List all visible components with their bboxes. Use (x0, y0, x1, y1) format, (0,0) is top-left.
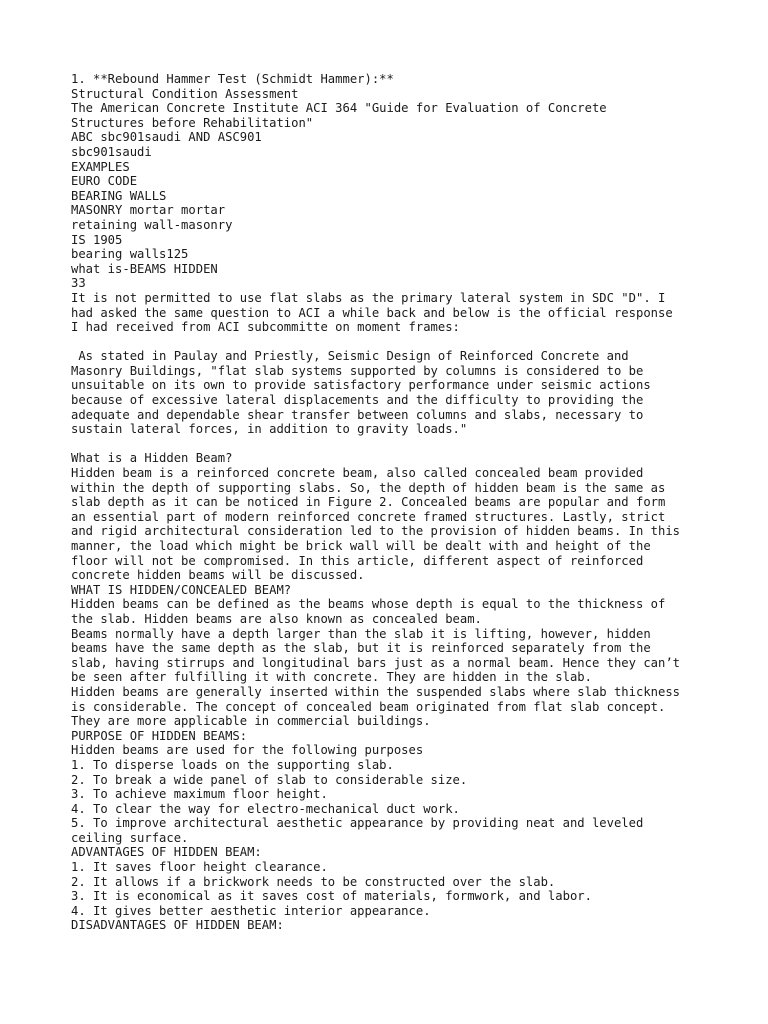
text-line: MASONRY mortar mortar (71, 203, 226, 218)
text-line: what is-BEAMS HIDDEN (71, 261, 218, 276)
text-line: 33 (71, 276, 86, 291)
text-line: Masonry Buildings, "flat slab systems supported by columns is considered to be (71, 363, 644, 378)
text-line: The American Concrete Institute ACI 364 "Guide for Evaluation of Concrete (71, 101, 607, 116)
text-line: because of excessive lateral displacements and the difficulty to providing the (71, 393, 644, 408)
text-line: EURO CODE (71, 174, 138, 189)
blank-line (71, 437, 711, 452)
text-line: As stated in Paulay and Priestly, Seismic Design of Reinforced Concrete and (71, 349, 629, 364)
text-line: 3. It is economical as it saves cost of materials, formwork, and labor. (71, 889, 592, 904)
text-line: adequate and dependable shear transfer between columns and slabs, necessary to (71, 407, 644, 422)
text-line: beams have the same depth as the slab, but it is reinforced separately from the (71, 641, 651, 656)
text-line: floor will not be compromised. In this article, different aspect of reinforced (71, 553, 644, 568)
text-line: 2. It allows if a brickwork needs to be constructed over the slab. (71, 874, 556, 889)
text-line: Hidden beams are generally inserted within the suspended slabs where slab thickness (71, 684, 681, 699)
text-line: PURPOSE OF HIDDEN BEAMS: (71, 728, 248, 743)
text-line: Structural Condition Assessment (71, 86, 299, 101)
text-line: Hidden beam is a reinforced concrete beam, also called concealed beam provided (71, 466, 644, 481)
text-line: ceiling surface. (71, 830, 189, 845)
text-line: Structures before Rehabilitation" (71, 115, 314, 130)
text-line: retaining wall-masonry (71, 217, 233, 232)
text-line: concrete hidden beams will be discussed. (71, 568, 365, 583)
text-line: Hidden beams can be defined as the beams whose depth is equal to the thickness of (71, 597, 666, 612)
text-line: BEARING WALLS (71, 188, 167, 203)
text-line: ABC sbc901saudi AND ASC901 (71, 130, 262, 145)
text-line: slab, having stirrups and longitudinal bars just as a normal beam. Hence they can’t (71, 655, 681, 670)
text-line: ADVANTAGES OF HIDDEN BEAM: (71, 845, 262, 860)
blank-line (71, 335, 711, 350)
text-line: within the depth of supporting slabs. So, the depth of hidden beam is the same as (71, 480, 666, 495)
text-line: 4. To clear the way for electro-mechanical duct work. (71, 801, 460, 816)
text-line: unsuitable on its own to provide satisfactory performance under seismic actions (71, 378, 651, 393)
text-line: manner, the load which might be brick wall will be dealt with and height of the (71, 539, 651, 553)
text-line: 4. It gives better aesthetic interior appearance. (71, 903, 431, 918)
text-line: sbc901saudi (71, 144, 152, 159)
text-line: 3. To achieve maximum floor height. (71, 787, 328, 802)
document-page (71, 72, 711, 933)
text-line: the slab. Hidden beams are also known as concealed beam. (71, 611, 482, 626)
text-line: and rigid architectural consideration led to the provision of hidden beams. In this (71, 524, 681, 539)
text-line: 1. To disperse loads on the supporting slab. (71, 757, 394, 772)
text-line: is considerable. The concept of concealed beam originated from flat slab concept. (71, 699, 666, 714)
text-line: EXAMPLES (71, 159, 130, 174)
text-line: DISADVANTAGES OF HIDDEN BEAM: (71, 918, 284, 933)
text-line: WHAT IS HIDDEN/CONCEALED BEAM? (71, 582, 292, 597)
text-line: bearing walls125 (71, 247, 189, 262)
text-line: I had received from ACI subcommitte on moment frames: (71, 320, 460, 335)
text-line: It is not permitted to use flat slabs as the primary lateral system in SDC "D". I (71, 290, 666, 305)
text-line: an essential part of modern reinforced concrete framed structures. Lastly, strict (71, 509, 666, 524)
text-line: slab depth as it can be noticed in Figure 2. Concealed beams are popular and form (71, 495, 666, 510)
text-line: 5. To improve architectural aesthetic appearance by providing neat and leveled (71, 816, 644, 831)
text-line: 2. To break a wide panel of slab to considerable size. (71, 772, 468, 787)
text-line: They are more applicable in commercial buildings. (71, 714, 431, 729)
text-line: be seen after fulfilling it with concrete. They are hidden in the slab. (71, 670, 592, 685)
text-line: Hidden beams are used for the following purposes (71, 743, 424, 758)
text-line: What is a Hidden Beam? (71, 451, 233, 466)
text-line: IS 1905 (71, 232, 123, 247)
text-line: 1. **Rebound Hammer Test (Schmidt Hammer):** (71, 72, 394, 86)
text-line: 1. It saves floor height clearance. (71, 860, 328, 875)
text-line: had asked the same question to ACI a while back and below is the official response (71, 305, 673, 320)
text-line: Beams normally have a depth larger than the slab it is lifting, however, hidden (71, 626, 651, 641)
text-line: sustain lateral forces, in addition to gravity loads." (71, 422, 468, 437)
